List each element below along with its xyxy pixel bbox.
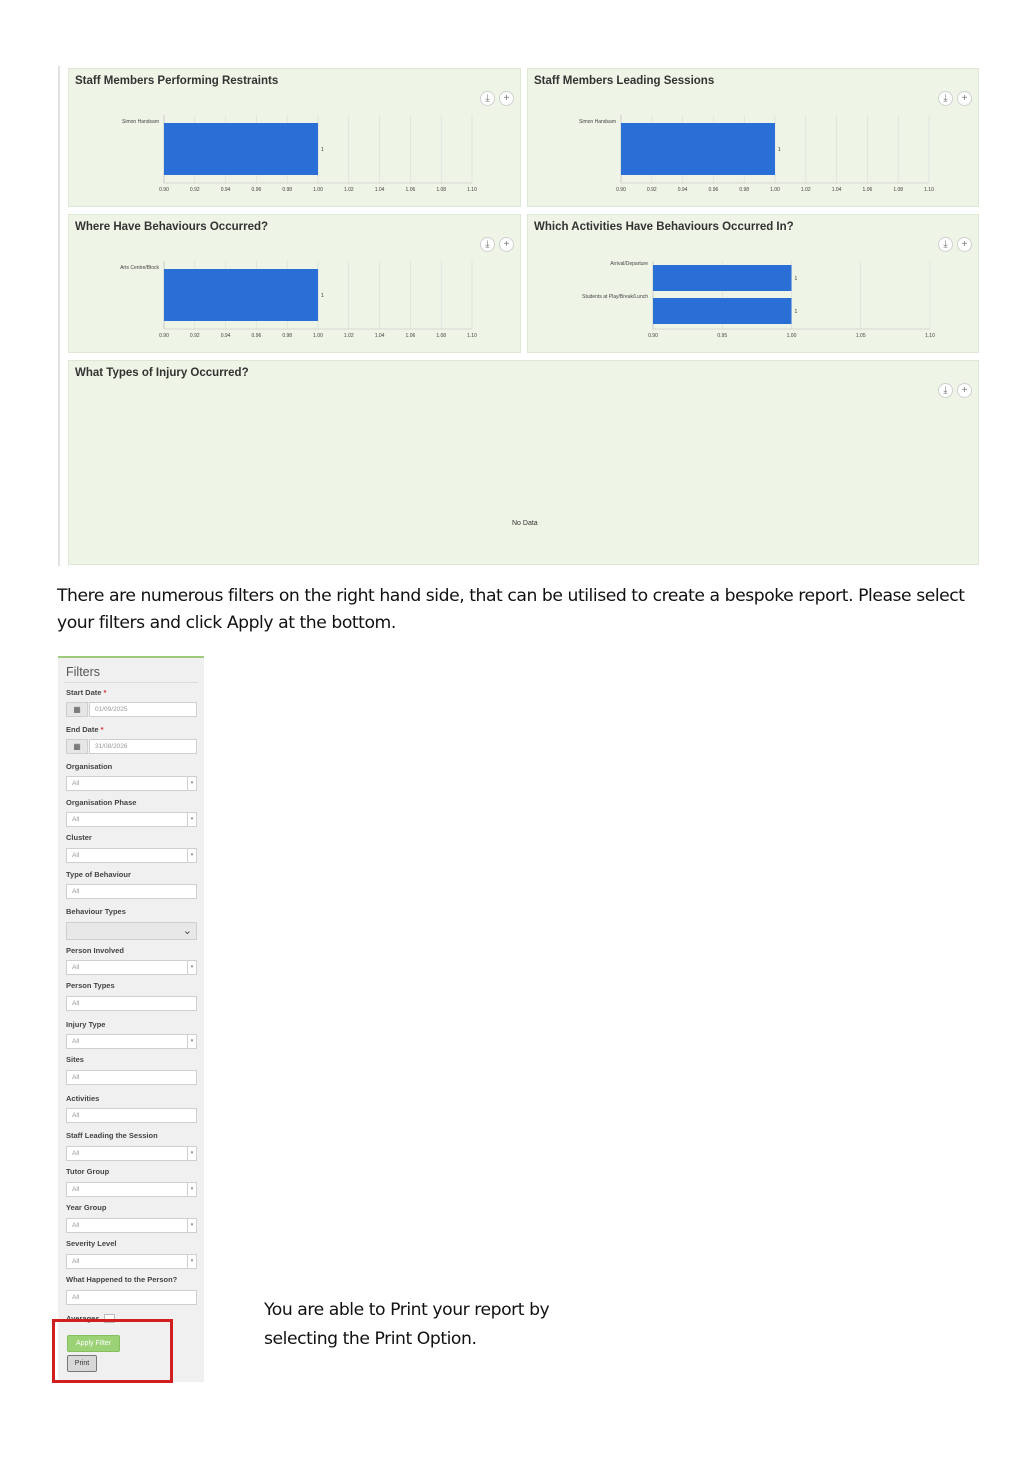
chevron-down-icon[interactable]: ▾ — [187, 849, 196, 862]
x-tick-label: 1.10 — [467, 187, 477, 193]
data-label: 1 — [794, 276, 798, 282]
bar — [653, 265, 792, 291]
x-tick-label: 0.98 — [282, 333, 293, 339]
panel-title: Staff Members Performing Restraints — [75, 75, 279, 87]
no-data-text: No Data — [512, 520, 538, 527]
x-tick-label: 0.94 — [220, 187, 231, 193]
organisation-phase-value: All — [72, 816, 80, 823]
year-group-dropdown[interactable] — [66, 1218, 197, 1233]
activities-input[interactable] — [66, 1108, 197, 1123]
organisation-label: Organisation — [66, 762, 113, 771]
plus-icon[interactable]: + — [499, 91, 514, 106]
bar — [164, 269, 318, 321]
organisation-phase-dropdown[interactable] — [66, 812, 197, 827]
print-button[interactable]: Print — [67, 1355, 97, 1372]
x-tick-label: 1.02 — [800, 187, 811, 193]
behaviour-types-label: Behaviour Types — [66, 907, 126, 916]
bar — [164, 123, 318, 175]
panel-where-behaviours — [68, 214, 521, 353]
category-label: Simon Handsam — [122, 119, 159, 125]
chevron-down-icon[interactable]: ▾ — [187, 1147, 196, 1160]
bar — [621, 123, 775, 175]
injury-type-label: Injury Type — [66, 1020, 106, 1029]
panel-title: Where Have Behaviours Occurred? — [75, 221, 269, 233]
category-label: Simon Handsam — [579, 119, 616, 125]
chevron-down-icon[interactable]: ▾ — [187, 777, 196, 790]
x-tick-label: 1.06 — [405, 333, 416, 339]
injury-type-dropdown[interactable] — [66, 1034, 197, 1049]
required-mark: * — [100, 725, 104, 734]
sites-value: All — [72, 1074, 80, 1081]
chevron-down-icon[interactable]: ⌄ — [182, 925, 192, 937]
end-date-input[interactable]: 31/08/2026 — [89, 739, 197, 754]
apply-filter-button[interactable]: Apply Filter — [67, 1335, 120, 1352]
x-tick-label: 1.08 — [436, 187, 447, 193]
person-involved-dropdown[interactable] — [66, 960, 197, 975]
start-date-input[interactable]: 01/09/2025 — [89, 702, 197, 717]
x-tick-label: 1.08 — [436, 333, 447, 339]
staff-leading-session-dropdown[interactable] — [66, 1146, 197, 1161]
panel-activities-behaviours — [527, 214, 979, 353]
x-tick-label: 1.02 — [343, 333, 354, 339]
chevron-down-icon[interactable]: ▾ — [187, 1183, 196, 1196]
calendar-icon[interactable]: ▦ — [66, 739, 88, 754]
tutor-group-value: All — [72, 1186, 80, 1193]
chevron-down-icon[interactable]: ▾ — [187, 1219, 196, 1232]
year-group-value: All — [72, 1222, 80, 1229]
x-tick-label: 1.06 — [862, 187, 873, 193]
sites-input[interactable] — [66, 1070, 197, 1085]
panel-staff-restraints — [68, 68, 521, 207]
plus-icon[interactable]: + — [957, 237, 972, 252]
print-instruction: You are able to Print your report by selecting the Print Option. — [264, 1300, 550, 1349]
plus-icon[interactable]: + — [957, 383, 972, 398]
activities-value: All — [72, 1112, 80, 1119]
x-tick-label: 0.90 — [159, 187, 169, 193]
category-label: Students at Play/Break/Lunch — [582, 294, 648, 300]
x-tick-label: 0.95 — [717, 333, 728, 339]
x-tick-label: 0.94 — [220, 333, 231, 339]
severity-level-label: Severity Level — [66, 1239, 117, 1248]
injury-type-value: All — [72, 1038, 80, 1045]
data-label: 1 — [794, 309, 798, 315]
end-date-label-text: End Date — [66, 725, 99, 734]
what-happened-value: All — [72, 1294, 80, 1301]
category-label: Arts Centre/Block — [120, 265, 159, 271]
x-tick-label: 1.08 — [893, 187, 904, 193]
panel-injury-types — [68, 360, 979, 565]
filters-divider — [64, 682, 198, 683]
required-mark: * — [103, 688, 107, 697]
chevron-down-icon[interactable]: ▾ — [187, 961, 196, 974]
cluster-dropdown[interactable] — [66, 848, 197, 863]
chevron-down-icon[interactable]: ▾ — [187, 1035, 196, 1048]
x-tick-label: 0.90 — [616, 187, 626, 193]
x-tick-label: 0.96 — [251, 333, 262, 339]
filters-panel — [58, 656, 204, 1382]
start-date-label-text: Start Date — [66, 688, 102, 697]
x-tick-label: 1.04 — [374, 187, 385, 193]
highlight-box — [52, 1319, 173, 1383]
x-tick-label: 1.00 — [786, 333, 797, 339]
x-tick-label: 1.04 — [374, 333, 385, 339]
type-of-behaviour-label: Type of Behaviour — [66, 870, 131, 879]
chart-staff-leading — [528, 69, 980, 208]
cluster-label: Cluster — [66, 833, 92, 842]
x-tick-label: 0.94 — [677, 187, 688, 193]
organisation-value: All — [72, 780, 80, 787]
year-group-label: Year Group — [66, 1203, 107, 1212]
averages-label: Averages — [66, 1314, 100, 1323]
dashboard — [58, 66, 980, 566]
staff-leading-session-value: All — [72, 1150, 80, 1157]
x-tick-label: 0.92 — [189, 333, 200, 339]
download-icon[interactable]: ⤓ — [938, 91, 953, 106]
filters-heading: Filters — [66, 665, 101, 679]
severity-level-value: All — [72, 1258, 80, 1265]
severity-level-dropdown[interactable] — [66, 1254, 197, 1269]
panel-title: What Types of Injury Occurred? — [75, 367, 249, 379]
dashboard-left-rule — [58, 66, 60, 566]
plus-icon[interactable]: + — [499, 237, 514, 252]
download-icon[interactable]: ⤓ — [938, 383, 953, 398]
staff-leading-session-label: Staff Leading the Session — [66, 1131, 158, 1140]
chart-staff-restraints — [69, 69, 522, 208]
download-icon[interactable]: ⤓ — [938, 237, 953, 252]
organisation-dropdown[interactable] — [66, 776, 197, 791]
behaviour-types-select[interactable] — [66, 922, 197, 940]
data-label: 1 — [321, 293, 324, 299]
end-date-label — [66, 725, 104, 734]
data-label: 1 — [778, 147, 781, 153]
x-tick-label: 0.98 — [739, 187, 750, 193]
x-tick-label: 1.02 — [343, 187, 354, 193]
chevron-down-icon[interactable]: ▾ — [187, 813, 196, 826]
chart-activities-behaviours — [528, 215, 980, 354]
intro-paragraph: There are numerous filters on the right hand side, that can be utilised to create a bespoke report. Please select your filters and click Apply at the bottom. — [57, 586, 965, 633]
x-tick-label: 1.10 — [467, 333, 477, 339]
x-tick-label: 0.90 — [159, 333, 169, 339]
person-involved-label: Person Involved — [66, 946, 124, 955]
cluster-value: All — [72, 852, 80, 859]
x-tick-label: 0.92 — [189, 187, 200, 193]
download-icon[interactable]: ⤓ — [480, 91, 495, 106]
x-tick-label: 1.06 — [405, 187, 416, 193]
x-tick-label: 1.04 — [831, 187, 842, 193]
sites-label: Sites — [66, 1055, 84, 1064]
bar — [653, 298, 792, 324]
what-happened-label: What Happened to the Person? — [66, 1275, 178, 1284]
tutor-group-dropdown[interactable] — [66, 1182, 197, 1197]
x-tick-label: 0.96 — [251, 187, 262, 193]
organisation-phase-label: Organisation Phase — [66, 798, 137, 807]
x-tick-label: 0.90 — [648, 333, 658, 339]
end-date-picker[interactable] — [66, 739, 197, 754]
panel-title: Staff Members Leading Sessions — [534, 75, 715, 87]
panel-title: Which Activities Have Behaviours Occurred In? — [534, 221, 794, 233]
x-tick-label: 1.00 — [313, 333, 323, 339]
person-involved-value: All — [72, 964, 80, 971]
start-date-picker[interactable] — [66, 702, 197, 717]
data-label: 1 — [321, 147, 324, 153]
panel-staff-leading — [527, 68, 979, 207]
type-of-behaviour-value: All — [72, 888, 80, 895]
what-happened-input[interactable] — [66, 1290, 197, 1305]
start-date-label — [66, 688, 106, 697]
chevron-down-icon[interactable]: ▾ — [187, 1255, 196, 1268]
chart-where-behaviours — [69, 215, 522, 354]
x-tick-label: 0.92 — [646, 187, 657, 193]
calendar-icon[interactable]: ▦ — [66, 702, 88, 717]
category-label: Arrival/Departure — [610, 261, 648, 267]
plus-icon[interactable]: + — [957, 91, 972, 106]
tutor-group-label: Tutor Group — [66, 1167, 110, 1176]
x-tick-label: 0.98 — [282, 187, 293, 193]
person-types-input[interactable] — [66, 996, 197, 1011]
download-icon[interactable]: ⤓ — [480, 237, 495, 252]
x-tick-label: 1.10 — [924, 187, 934, 193]
x-tick-label: 1.00 — [770, 187, 780, 193]
activities-label: Activities — [66, 1094, 100, 1103]
x-tick-label: 1.00 — [313, 187, 323, 193]
person-types-label: Person Types — [66, 981, 115, 990]
person-types-value: All — [72, 1000, 80, 1007]
x-tick-label: 0.96 — [708, 187, 719, 193]
type-of-behaviour-input[interactable] — [66, 884, 197, 899]
x-tick-label: 1.05 — [855, 333, 866, 339]
x-tick-label: 1.10 — [925, 333, 935, 339]
panel-tools — [938, 383, 972, 398]
